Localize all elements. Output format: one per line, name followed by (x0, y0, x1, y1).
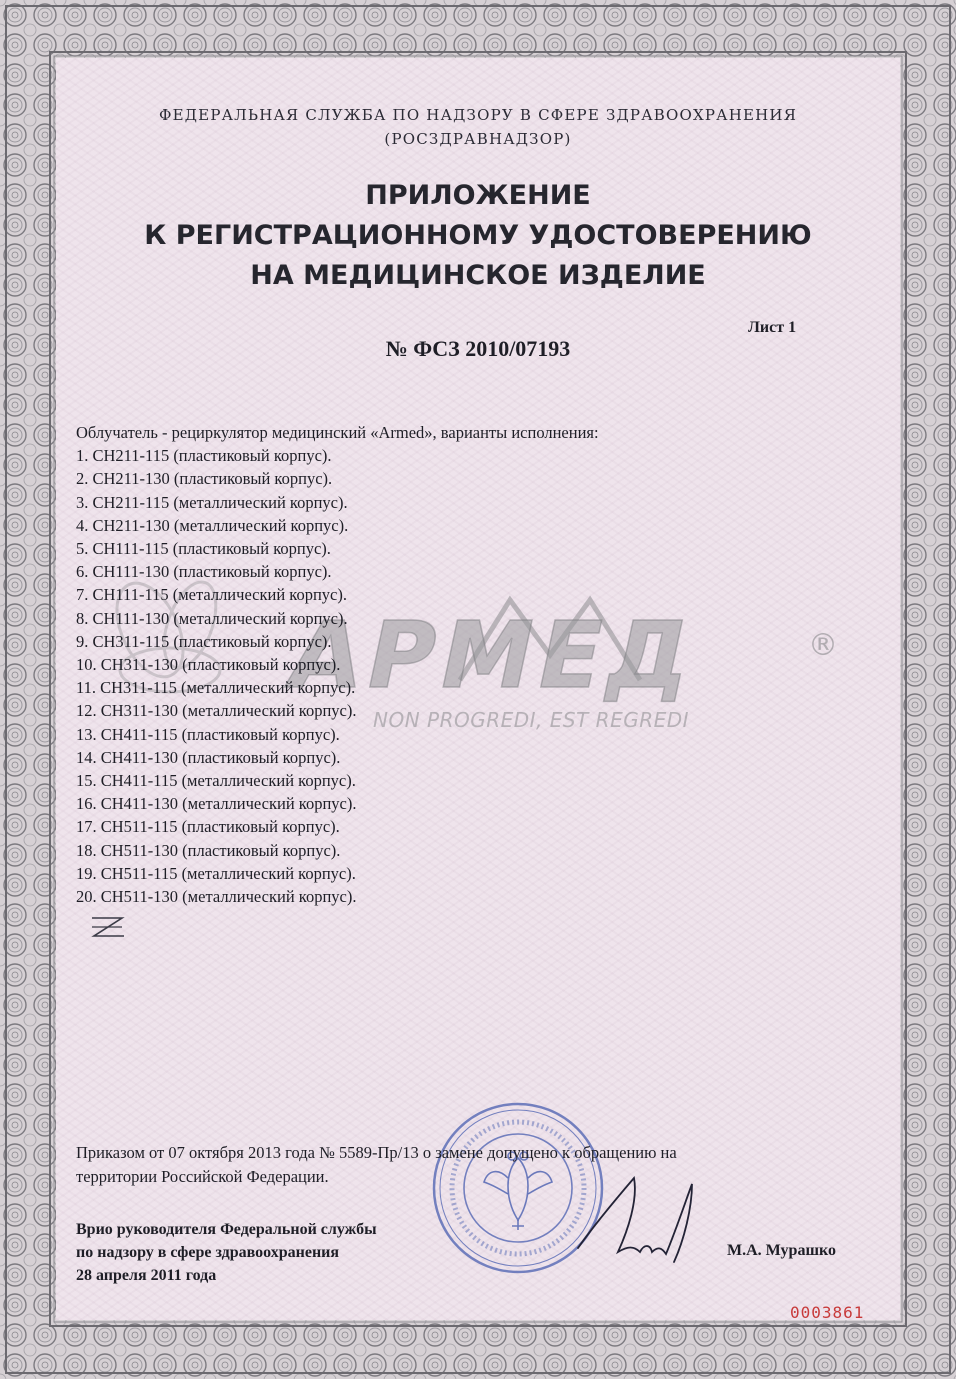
list-item: 1. СН211-115 (пластиковый корпус). (76, 446, 332, 466)
intro-text: Облучатель - рециркулятор медицинский «Armed», варианты исполнения: (76, 423, 599, 442)
signer-block (76, 1218, 377, 1287)
order-note-line-1: Приказом от 07 октября 2013 года № 5589-Пр/13 о замене допущено к обращению на (76, 1143, 677, 1162)
list-item: 18. СН511-130 (пластиковый корпус). (76, 840, 341, 860)
list-item: 19. СН511-115 (металлический корпус). (76, 863, 356, 883)
list-item: 6. СН111-130 (пластиковый корпус). (76, 562, 332, 582)
list-item: 9. СН311-115 (пластиковый корпус). (76, 631, 332, 651)
list-item: 17. СН511-115 (пластиковый корпус). (76, 817, 340, 837)
list-item: 15. СН411-115 (металлический корпус). (76, 771, 356, 791)
document-number: № ФСЗ 2010/07193 (385, 336, 571, 361)
list-item: 14. СН411-130 (пластиковый корпус). (76, 747, 341, 767)
agency-header (0, 103, 956, 151)
list-item: 2. СН211-130 (пластиковый корпус). (76, 469, 333, 489)
list-item: 4. СН211-130 (металлический корпус). (76, 515, 349, 535)
agency-abbreviation: (РОСЗДРАВНАДЗОР) (384, 130, 572, 148)
signer-title-line-1: Врио руководителя Федеральной службы (76, 1221, 377, 1238)
title-line-2: К РЕГИСТРАЦИОННОМУ УДОСТОВЕРЕНИЮ (144, 220, 812, 251)
list-item: 12. СН311-130 (металлический корпус). (76, 701, 357, 721)
watermark-registered: ® (808, 628, 838, 663)
title-line-1: ПРИЛОЖЕНИЕ (365, 180, 591, 211)
sheet-label: Лист 1 (748, 319, 797, 336)
document-title (0, 176, 956, 296)
order-note-line-2: территории Российской Федерации. (76, 1166, 329, 1186)
watermark-motto: NON PROGREDI, EST REGREDI (373, 708, 690, 732)
z-cancel-mark (88, 912, 128, 942)
signing-date: 28 апреля 2011 года (76, 1267, 217, 1284)
signer-name: М.А. Мурашко (727, 1242, 836, 1259)
list-item: 20. СН511-130 (металлический корпус). (76, 887, 357, 907)
list-item: 5. СН111-115 (пластиковый корпус). (76, 539, 331, 559)
list-item: 8. СН111-130 (металлический корпус). (76, 608, 348, 628)
list-item: 13. СН411-115 (пластиковый корпус). (76, 724, 340, 744)
list-item: 10. СН311-130 (пластиковый корпус). (76, 655, 341, 675)
list-item: 3. СН211-115 (металлический корпус). (76, 492, 348, 512)
order-note (76, 1141, 836, 1188)
list-item: 16. СН411-130 (металлический корпус). (76, 794, 357, 814)
title-line-3: НА МЕДИЦИНСКОЕ ИЗДЕЛИЕ (250, 260, 706, 291)
agency-name: ФЕДЕРАЛЬНАЯ СЛУЖБА ПО НАДЗОРУ В СФЕРЕ ЗДРАВООХРАНЕНИЯ (158, 106, 798, 124)
list-item: 11. СН311-115 (металлический корпус). (76, 678, 356, 698)
signer-title-line-2: по надзору в сфере здравоохранения (76, 1244, 340, 1261)
list-item: 7. СН111-115 (металлический корпус). (76, 585, 348, 605)
variants-section (76, 421, 599, 908)
serial-number: 0003861 (790, 1303, 865, 1322)
watermark-brand: АРМЕД (279, 601, 708, 709)
